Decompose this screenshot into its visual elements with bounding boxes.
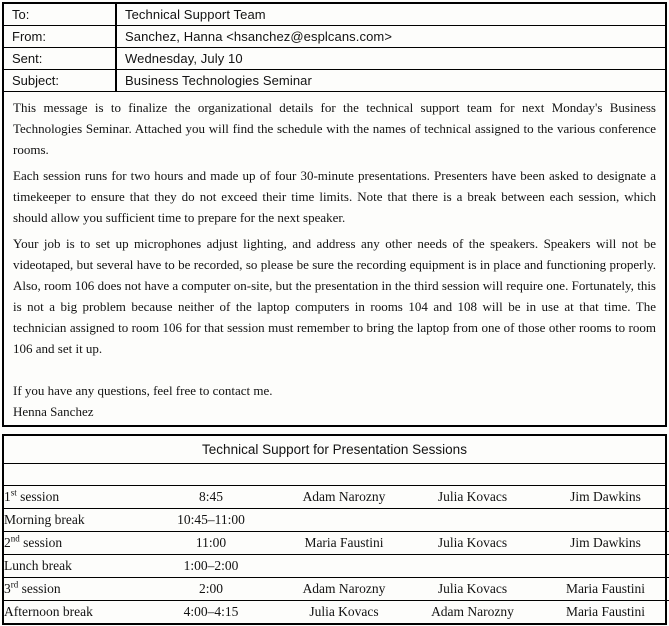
technician-cell: Julia Kovacs	[403, 486, 542, 509]
technician-cell	[542, 555, 669, 578]
schedule-table	[2, 434, 667, 625]
body-paragraph: Your job is to set up microphones adjust lighting, and address any other needs of the speakers. Speakers will not be videotaped, but several have to be recorded, so please be sure the recording equipment is in place and functioning properly. Also, room 106 does not have a computer on-site, but the presentation in the third session will require one. Fortunately, this is not a big problem because neither of the laptop computers in rooms 104 and 108 will be in use at that time. The technician assigned to room 106 for that session must remember to bring the laptop from one of those other rooms to room 106 and set it up.	[13, 236, 656, 356]
email-header-table	[4, 4, 665, 92]
technician-cell	[285, 509, 403, 532]
technician-cell: Julia Kovacs	[403, 532, 542, 555]
schedule-title: Technical Support for Presentation Sessions	[4, 436, 665, 464]
technician-cell: Maria Faustini	[565, 604, 646, 619]
body-paragraph: Each session runs for two hours and made up of four 30-minute presentations. Presenters have been asked to designate a timekeeper to ensure that they do not exceed their time limits. Note that there is a break between each session, which should allow you sufficient time to prepare for the next speaker.	[13, 168, 656, 225]
header-label-sent: Sent:	[4, 48, 116, 70]
technician-cell: Maria Faustini	[542, 578, 669, 601]
session-time-cell: 2:00	[137, 578, 285, 601]
table-row	[4, 601, 669, 624]
session-label-cell: 1st session	[4, 486, 137, 509]
technician-cell: Jim Dawkins	[542, 532, 669, 555]
header-row-to	[4, 4, 665, 26]
body-paragraph: This message is to finalize the organizational details for the technical support team for next Monday's Business Technologies Seminar. Attached you will find the schedule with the names of technical assigned to the various conference rooms.	[13, 100, 656, 157]
header-label-subject: Subject:	[4, 70, 116, 92]
technician-cell	[542, 509, 669, 532]
technician-cell: Julia Kovacs	[309, 604, 379, 619]
table-row	[4, 532, 669, 555]
technician-cell	[403, 555, 542, 578]
technician-cell: Maria Faustini	[285, 532, 403, 555]
email-message	[2, 2, 667, 427]
header-value-subject: Business Technologies Seminar	[116, 70, 665, 92]
technician-cell: Julia Kovacs	[403, 578, 542, 601]
session-label-cell: Morning break	[4, 509, 137, 532]
header-value-from: Sanchez, Hanna <hsanchez@esplcans.com>	[116, 26, 665, 48]
technician-cell: Jim Dawkins	[542, 486, 669, 509]
table-row	[4, 578, 669, 601]
header-value-sent: Wednesday, July 10	[116, 48, 665, 70]
schedule-grid	[4, 486, 669, 623]
session-label-cell: Afternoon break	[4, 604, 93, 619]
session-time-cell: 4:00–4:15	[183, 604, 239, 619]
session-label-cell: Lunch break	[4, 555, 137, 578]
session-time-cell: 1:00–2:00	[137, 555, 285, 578]
header-row-subject	[4, 70, 665, 92]
signature: Henna Sanchez	[13, 404, 94, 419]
session-time-cell: 8:45	[137, 486, 285, 509]
table-row	[4, 509, 669, 532]
header-label-to: To:	[4, 4, 116, 26]
header-value-to: Technical Support Team	[116, 4, 665, 26]
header-label-from: From:	[4, 26, 116, 48]
session-time-cell: 11:00	[137, 532, 285, 555]
schedule-empty-row	[4, 464, 665, 486]
technician-cell	[285, 555, 403, 578]
session-label-cell: 2nd session	[4, 532, 137, 555]
table-row	[4, 555, 669, 578]
email-body	[4, 92, 665, 425]
session-time-cell: 10:45–11:00	[137, 509, 285, 532]
header-row-from	[4, 26, 665, 48]
technician-cell: Adam Narozny	[431, 604, 514, 619]
header-row-sent	[4, 48, 665, 70]
table-row	[4, 486, 669, 509]
session-label-cell: 3rd session	[4, 578, 137, 601]
closing-line: If you have any questions, feel free to contact me.	[13, 383, 273, 398]
technician-cell	[403, 509, 542, 532]
technician-cell: Adam Narozny	[285, 578, 403, 601]
technician-cell: Adam Narozny	[285, 486, 403, 509]
